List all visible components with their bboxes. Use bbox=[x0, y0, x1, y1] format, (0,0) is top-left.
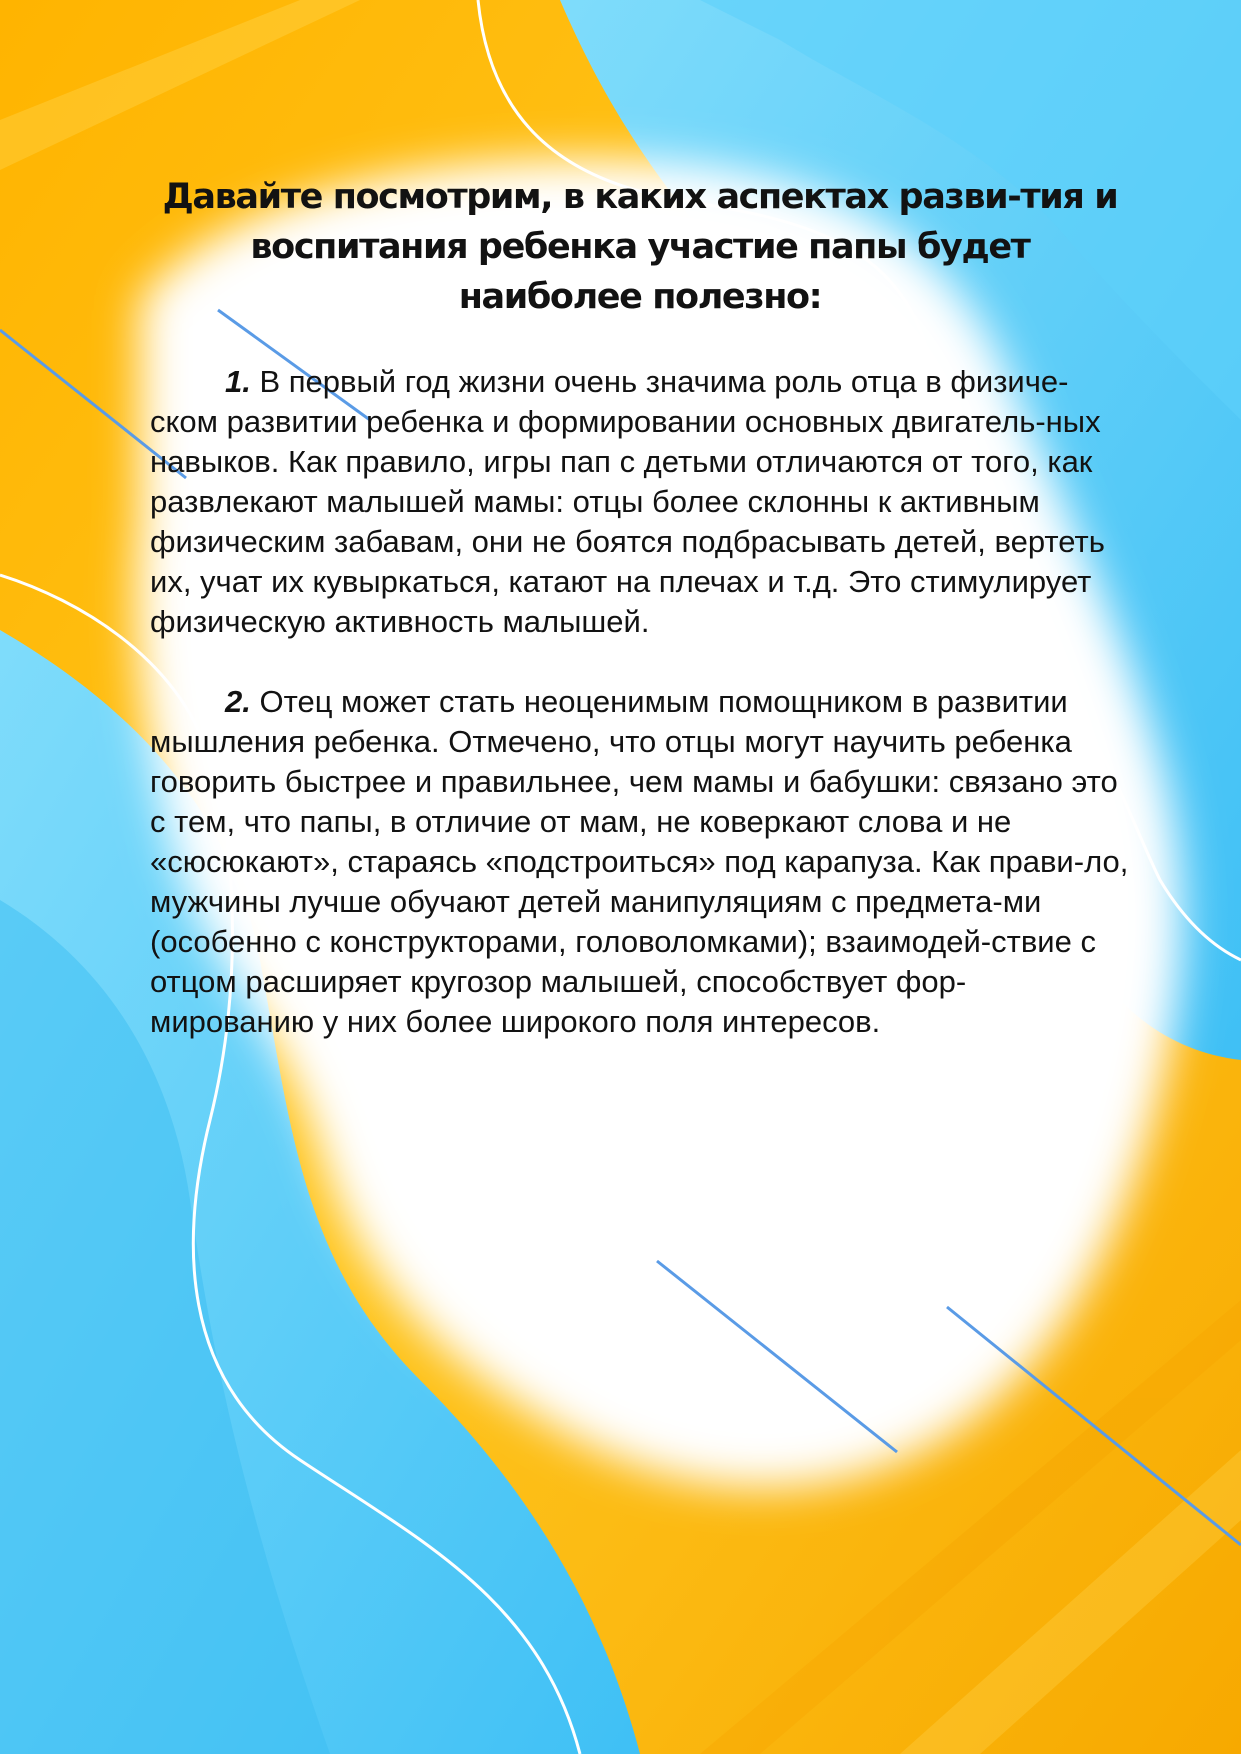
list-item bbox=[150, 682, 1130, 1042]
article bbox=[150, 172, 1130, 1082]
item-number: 2. bbox=[225, 684, 251, 719]
list-item bbox=[150, 362, 1130, 642]
item-number: 1. bbox=[225, 364, 251, 399]
item-text: Отец может стать неоценимым помощником в развитии мышления ребенка. Отмечено, что отцы могут научить ребенка говорить быстрее и правильнее, чем мамы и бабушки: связано это с тем, что папы, в отличие от мам, не коверкают слова и не «сюсюкают», стараясь «подстроиться» под карапуза. Как прави-ло, мужчины лучше обучают детей манипуляциям с предмета-ми (особенно с конструкторами, головоломками); взаимодей-ствие с отцом расширяет кругозор малышей, способствует фор-мированию у них более широкого поля интересов. bbox=[150, 684, 1129, 1039]
page-title: Давайте посмотрим, в каких аспектах разви-тия и воспитания ребенка участие папы будет наиболее полезно: bbox=[162, 177, 1118, 317]
item-text: В первый год жизни очень значима роль отца в физиче-ском развитии ребенка и формировании основных двигатель-ных навыков. Как правило, игры пап с детьми отличаются от того, как развлекают малышей мамы: отцы более склонны к активным физическим забавам, они не боятся подбрасывать детей, вертеть их, учат их кувыркаться, катают на плечах и т.д. Это стимулирует физическую активность малышей. bbox=[150, 364, 1105, 639]
